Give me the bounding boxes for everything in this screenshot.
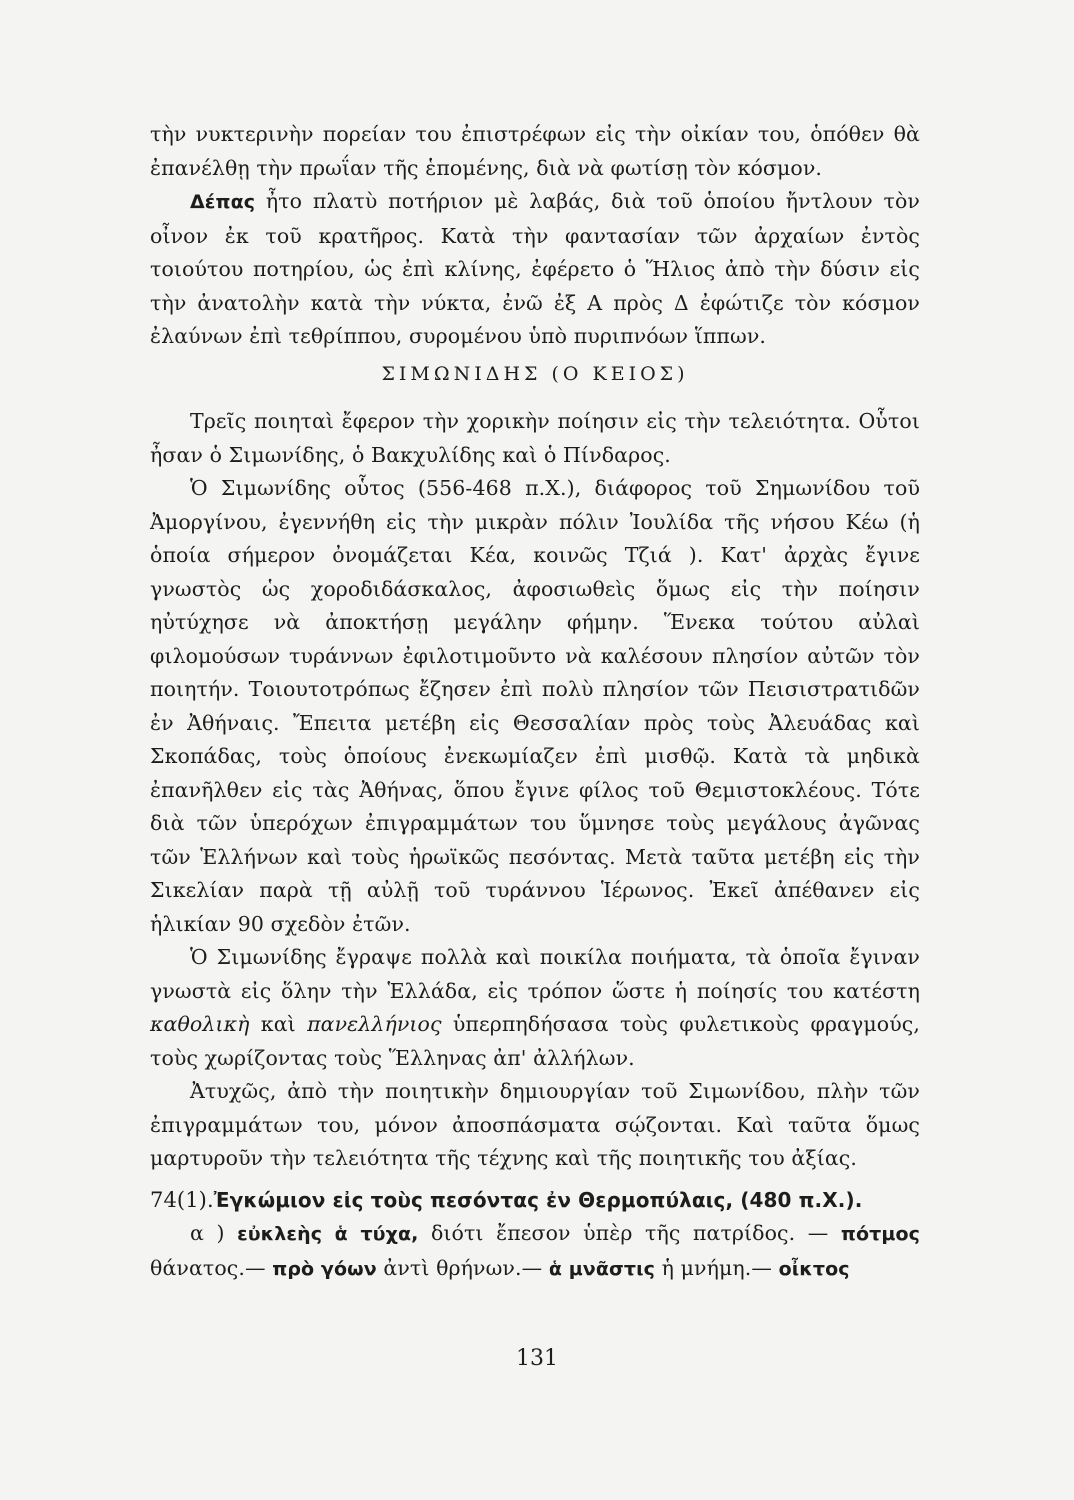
paragraph-depas — [150, 185, 920, 354]
note-term-5: οἶκτος — [778, 1257, 850, 1280]
note-term-4: ἁ μνᾶστις — [548, 1257, 655, 1280]
note-def-2: θάνατος.— — [150, 1255, 273, 1280]
paragraph-3: Τρεῖς ποιηταὶ ἔφερον τὴν χορικὴν ποίησιν εἰς τὴν τελειότητα. Οὗτοι ἦσαν ὁ Σιμωνίδης, ὁ Βακχυλίδης καὶ ὁ Πίνδαρος. — [150, 409, 920, 467]
note-def-4: ἡ μνήμη.— — [654, 1255, 779, 1280]
body-text — [150, 118, 920, 1286]
paragraph-5-text-c: ὑπερπηδήσασα τοὺς φυλετικοὺς φραγμούς, τοὺς χωρίζοντας τοὺς Ἕλληνας ἀπ' ἀλλήλων. — [150, 1012, 920, 1070]
note-term-1: εὐκλεὴς ἁ τύχα, — [237, 1223, 419, 1245]
paragraph-depas-text: ἦτο πλατὺ ποτήριον μὲ λαβάς, διὰ τοῦ ὁποίου ἤντλουν τὸν οἶνον ἐκ τοῦ κρατῆρος. Κατὰ τὴν φαντασίαν τῶν ἀρχαίων ἐντὸς τοιούτου ποτηρίου, ὡς ἐπὶ κλίνης, ἐφέρετο ὁ Ἥλιος ἀπὸ τὴν δύσιν εἰς τὴν ἀνατολὴν κατὰ τὴν νύκτα, ἐνῶ ἐξ Α πρὸς Δ ἐφώτιζε τὸν κόσμον ἐλαύνων ἐπὶ τεθρίππου, συρομένου ὑπὸ πυριπνόων ἵππων. — [150, 189, 920, 348]
section-heading: ΣΙΜΩΝΙΔΗΣ (Ο ΚΕΙΟΣ) — [381, 362, 689, 385]
note-term-2: πότμος — [840, 1223, 920, 1245]
italic-panellinios: πανελλήνιος — [307, 1012, 442, 1036]
italic-katholiki: καθολικὴ — [150, 1012, 250, 1036]
poem-title: Ἐγκώμιον εἰς τοὺς πεσόντας ἐν Θερμοπύλαις, (480 π.Χ.). — [213, 1187, 863, 1212]
paragraph-5 — [150, 941, 920, 1075]
note-label: α ) — [190, 1221, 238, 1245]
note-def-1: διότι ἔπεσον ὑπὲρ τῆς πατρίδος. — — [418, 1221, 841, 1245]
paragraph-6: Ἀτυχῶς, ἀπὸ τὴν ποιητικὴν δημιουργίαν τοῦ Σιμωνίδου, πλὴν τῶν ἐπιγραμμάτων του, μόνον ἀποσπάσματα σῴζονται. Καὶ ταῦτα ὅμως μαρτυροῦν τὴν τελειότητα τῆς τέχνης καὶ τῆς ποιητικῆς του ἀξίας. — [150, 1079, 920, 1170]
note-term-3: πρὸ γόων — [272, 1257, 377, 1280]
poem-heading — [150, 1184, 920, 1218]
paragraph-1: τὴν νυκτερινὴν πορείαν του ἐπιστρέφων εἰς τὴν οἰκίαν του, ὁπόθεν θὰ ἐπανέλθῃ τὴν πρωΐαν τῆς ἑπομένης, διὰ νὰ φωτίσῃ τὸν κόσμον. — [150, 122, 920, 180]
poem-number: 74(1). — [150, 1187, 214, 1212]
page-number: 131 — [516, 1346, 558, 1371]
paragraph-5-text-b: καὶ — [249, 1012, 308, 1036]
paragraph-5-text-a: Ὁ Σιμωνίδης ἔγραψε πολλὰ καὶ ποικίλα ποιήματα, τὰ ὁποῖα ἔγιναν γνωστὰ εἰς ὅλην τὴν Ἑλλάδα, εἰς τρόπον ὥστε ἡ ποίησίς του κατέστη — [150, 945, 920, 1003]
paragraph-4: Ὁ Σιμωνίδης οὗτος (556-468 π.Χ.), διάφορος τοῦ Σημωνίδου τοῦ Ἀμοργίνου, ἐγεννήθη εἰς τὴν μικρὰν πόλιν Ἰουλίδα τῆς νήσου Κέω (ἡ ὁποία σήμερον ὀνομάζεται Κέα, κοινῶς Τζιά ). Κατ' ἀρχὰς ἔγινε γνωστὸς ὡς χοροδιδάσκαλος, ἀφοσιωθεὶς ὅμως εἰς τὴν ποίησιν ηὐτύχησε νὰ ἀποκτήσῃ μεγάλην φήμην. Ἕνεκα τούτου αὐλαὶ φιλομούσων τυράννων ἐφιλοτιμοῦντο νὰ καλέσουν πλησίον αὐτῶν τὸν ποιητήν. Τοιουτοτρόπως ἔζησεν ἐπὶ πολὺ πλησίον τῶν Πεισιστρατιδῶν ἐν Ἀθήναις. Ἔπειτα μετέβη εἰς Θεσσαλίαν πρὸς τοὺς Ἀλευάδας καὶ Σκοπάδας, τοὺς ὁποίους ἐνεκωμίαζεν ἐπὶ μισθῷ. Κατὰ τὰ μηδικὰ ἐπανῆλθεν εἰς τὰς Ἀθήνας, ὅπου ἔγινε φίλος τοῦ Θεμιστοκλέους. Τότε διὰ τῶν ὑπερόχων ἐπιγραμμάτων του ὕμνησε τοὺς μεγάλους ἀγῶνας τῶν Ἑλλήνων καὶ τοὺς ἡρωϊκῶς πεσόντας. Μετὰ ταῦτα μετέβη εἰς τὴν Σικελίαν παρὰ τῇ αὐλῇ τοῦ τυράννου Ἱέρωνος. Ἐκεῖ ἀπέθανεν εἰς ἡλικίαν 90 σχεδὸν ἐτῶν. — [150, 476, 920, 936]
note-def-3: ἀντὶ θρήνων.— — [376, 1255, 549, 1280]
notes — [150, 1217, 920, 1286]
term-depas: Δέπας — [190, 191, 256, 213]
